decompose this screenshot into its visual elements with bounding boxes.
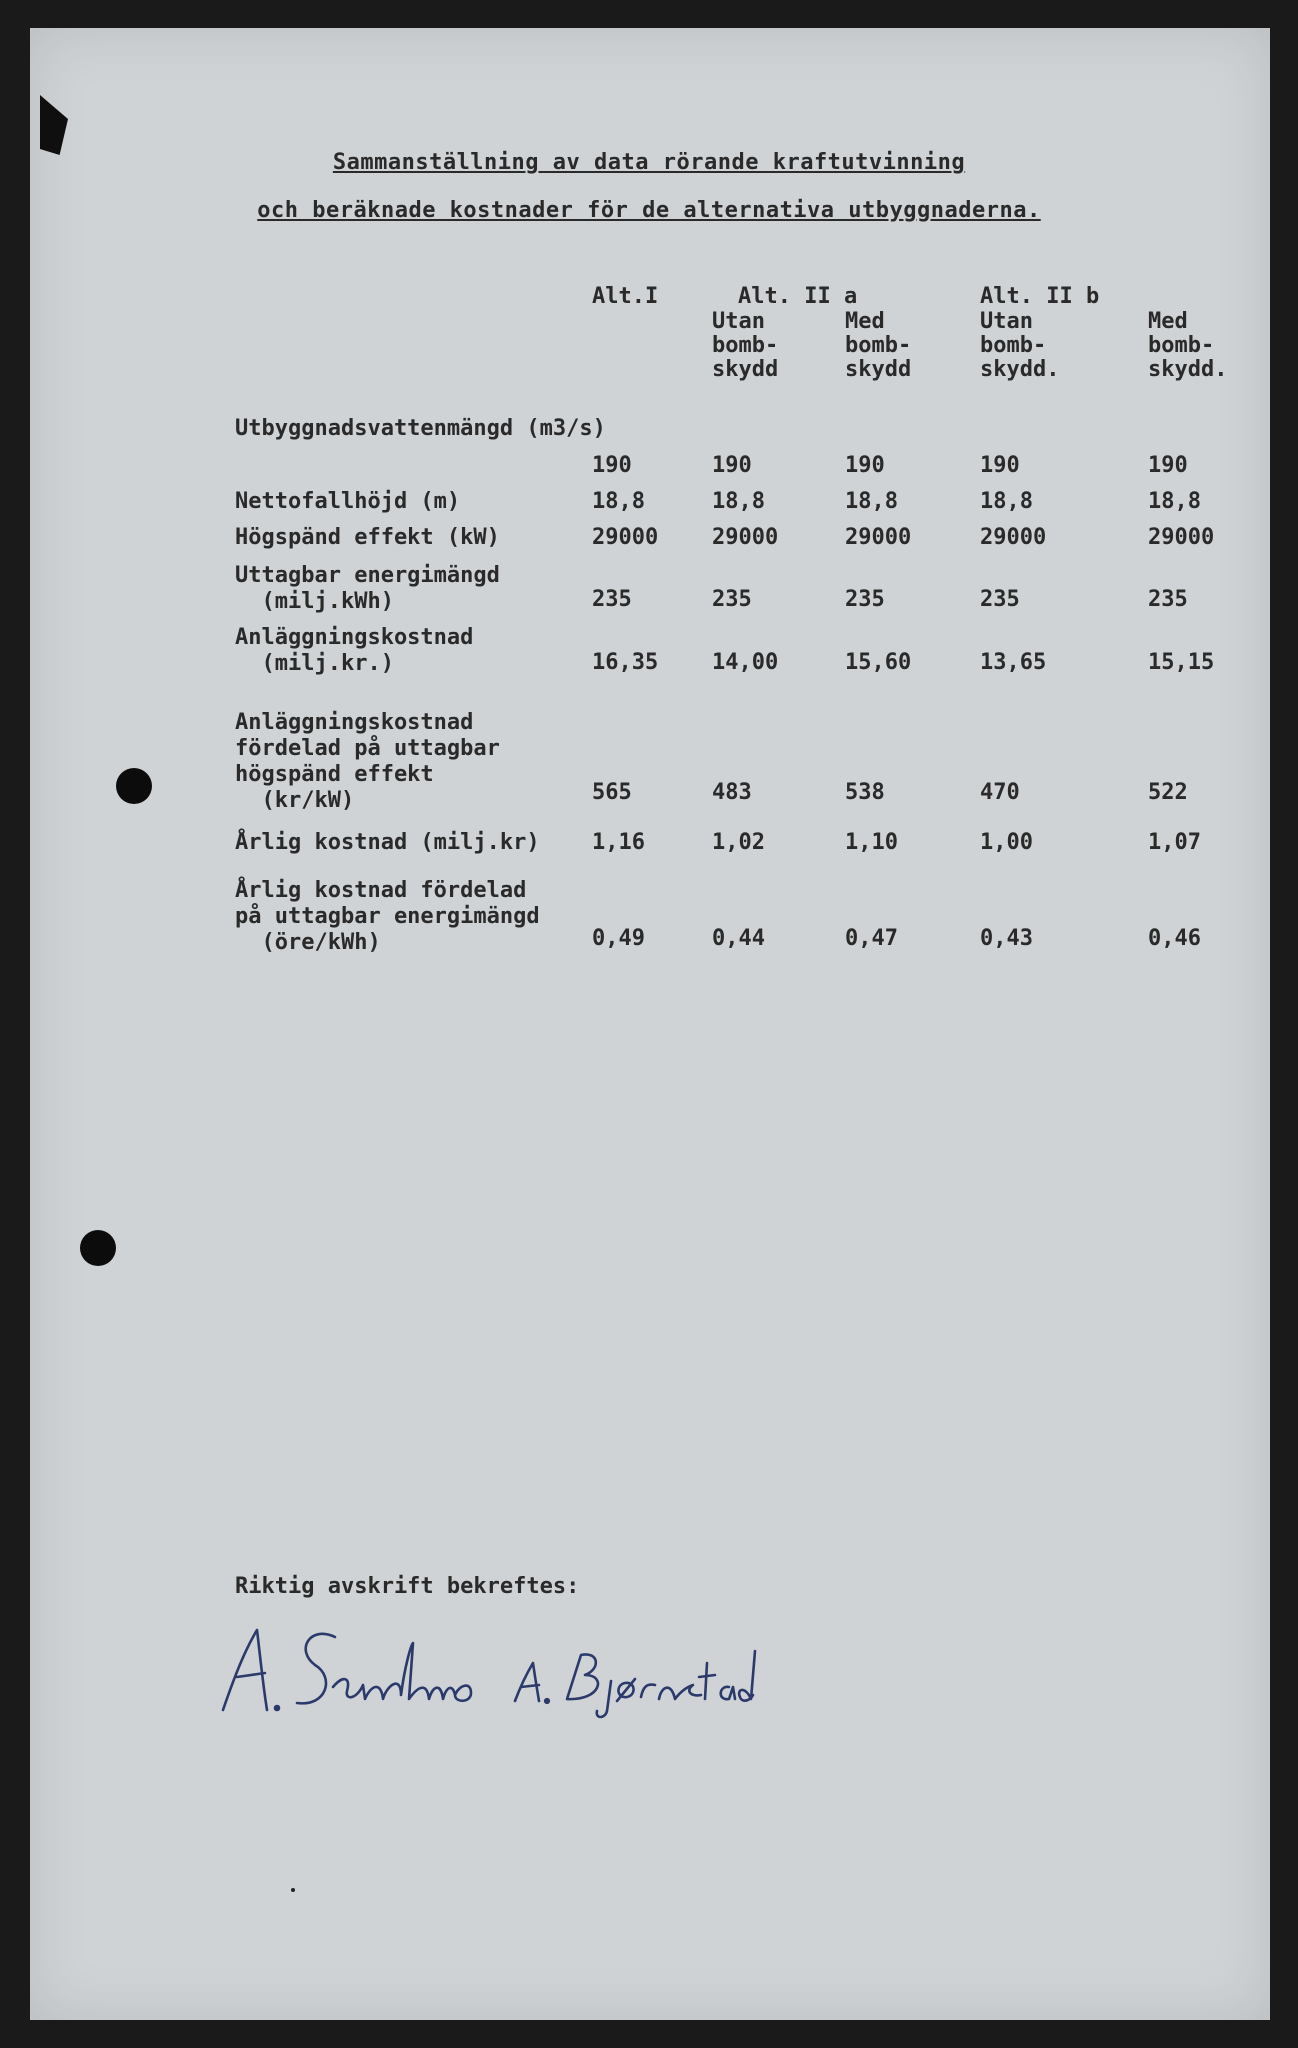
header-alt-2b-utan: Utan bomb- skydd. [980, 309, 1060, 382]
row-label: Nettofallhöjd (m) [235, 489, 461, 514]
row-value: 18,8 [712, 489, 765, 514]
row-value: 18,8 [845, 489, 898, 514]
signature-dot [275, 1706, 279, 1710]
row-value: 29000 [845, 525, 912, 550]
title-line-1: Sammanställning av data rörande kraftutvinning [332, 150, 966, 175]
header-alt-2b-med: Med bomb- skydd. [1148, 309, 1228, 382]
row-label: Årlig kostnad (milj.kr) [235, 830, 540, 855]
row-value: 29000 [592, 525, 659, 550]
signature-stroke [297, 1634, 335, 1704]
signature-stroke [721, 1651, 755, 1701]
confirmation-text: Riktig avskrift bekreftes: [235, 1574, 580, 1599]
row-value: 470 [980, 780, 1020, 805]
row-value: 14,00 [712, 650, 779, 675]
row-value: 190 [845, 453, 885, 478]
row-value: 29000 [712, 525, 779, 550]
row-value: 0,43 [980, 926, 1033, 951]
row-value: 15,60 [845, 650, 912, 675]
row-value: 190 [592, 453, 632, 478]
row-value: 1,16 [592, 830, 645, 855]
signature-stroke [515, 1663, 539, 1701]
row-label: Utbyggnadsvattenmängd (m3/s) [235, 416, 606, 441]
signature-stroke [617, 1679, 635, 1701]
row-value: 235 [712, 587, 752, 612]
signature-stroke [237, 1673, 265, 1677]
signature-stroke [567, 1654, 598, 1699]
header-alt-2a-utan: Utan bomb- skydd [712, 309, 779, 382]
row-value: 1,10 [845, 830, 898, 855]
row-value: 1,07 [1148, 830, 1201, 855]
signature-stroke [333, 1643, 471, 1701]
row-value: 1,00 [980, 830, 1033, 855]
signature-dot [545, 1699, 549, 1703]
row-label: Årlig kostnad fördelad på uttagbar energimängd (öre/kWh) [235, 878, 540, 955]
row-value: 0,49 [592, 926, 645, 951]
row-label: Uttagbar energimängd (milj.kWh) [235, 563, 500, 614]
row-value: 565 [592, 780, 632, 805]
row-value: 16,35 [592, 650, 659, 675]
row-value: 29000 [1148, 525, 1215, 550]
row-value: 235 [845, 587, 885, 612]
row-value: 538 [845, 780, 885, 805]
row-value: 235 [980, 587, 1020, 612]
row-value: 0,46 [1148, 926, 1201, 951]
row-value: 15,15 [1148, 650, 1215, 675]
punch-hole-bottom [80, 1230, 116, 1266]
header-alt-1: Alt.I [592, 284, 659, 309]
ink-dot [291, 1888, 295, 1892]
row-value: 29000 [980, 525, 1047, 550]
title-line-2: och beräknade kostnader för de alternativa utbyggnaderna. [257, 198, 1041, 223]
row-value: 235 [1148, 587, 1188, 612]
row-value: 18,8 [980, 489, 1033, 514]
row-value: 18,8 [1148, 489, 1201, 514]
row-label: Anläggningskostnad (milj.kr.) [235, 625, 474, 676]
row-value: 13,65 [980, 650, 1047, 675]
row-value: 235 [592, 587, 632, 612]
row-value: 18,8 [592, 489, 645, 514]
header-alt-2b: Alt. II b [980, 284, 1100, 309]
row-value: 190 [712, 453, 752, 478]
row-label: Anläggningskostnad fördelad på uttagbar högspänd effekt (kr/kW) [235, 710, 500, 813]
row-value: 0,47 [845, 926, 898, 951]
row-value: 1,02 [712, 830, 765, 855]
punch-hole-top [116, 768, 152, 804]
header-alt-2a: Alt. II a [738, 284, 858, 309]
row-value: 522 [1148, 780, 1188, 805]
signature-stroke [641, 1663, 715, 1699]
row-label: Högspänd effekt (kW) [235, 525, 500, 550]
row-value: 190 [980, 453, 1020, 478]
header-alt-2a-med: Med bomb- skydd [845, 309, 912, 382]
signature-image [215, 1615, 775, 1725]
row-value: 190 [1148, 453, 1188, 478]
row-value: 0,44 [712, 926, 765, 951]
signature-stroke [223, 1630, 267, 1710]
row-value: 483 [712, 780, 752, 805]
